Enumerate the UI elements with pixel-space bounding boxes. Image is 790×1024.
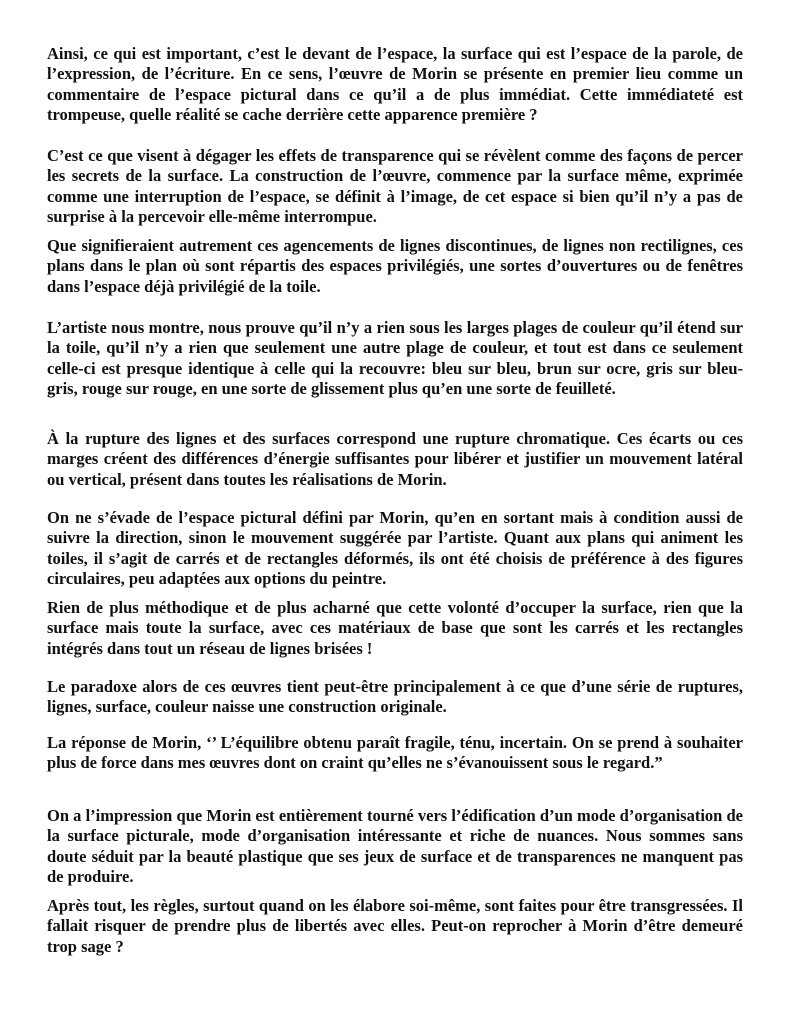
paragraph-5: À la rupture des lignes et des surfaces correspond une rupture chromatique. Ces écarts ou ces marges créent des différences d’énergie suffisantes pour libérer et justifier un mouvement latéral ou vertical, présent dans toutes les réalisations de Morin. — [47, 429, 743, 489]
paragraph-6: On ne s’évade de l’espace pictural défini par Morin, qu’en en sortant mais à condition aussi de suivre la direction, sinon le mouvement suggérée par l’artiste. Quant aux plans qui animent les toiles, il s’agit de carrés et de rectangles déformés, ils ont été choisis de préférence à des figures circulaires, peu adaptées aux options du peintre. — [47, 508, 743, 589]
paragraph-10: On a l’impression que Morin est entièrement tourné vers l’édification d’un mode d’organisation de la surface picturale, mode d’organisation intéressante et riche de nuances. Nous sommes sans doute séduit par la beauté plastique que ses jeux de surface et de transparences ne manquent pas de produire. — [47, 806, 743, 887]
paragraph-8: Le paradoxe alors de ces œuvres tient peut-être principalement à ce que d’une série de ruptures, lignes, surface, couleur naisse une construction originale. — [47, 677, 743, 717]
paragraph-9: La réponse de Morin, ‘’ L’équilibre obtenu paraît fragile, ténu, incertain. On se prend à souhaiter plus de force dans mes œuvres dont on craint qu’elles ne s’évanouissent sous le regard.” — [47, 733, 743, 773]
paragraph-2: C’est ce que visent à dégager les effets de transparence qui se révèlent comme des façons de percer les secrets de la surface. La construction de l’œuvre, commence par la surface même, exprimée comme une interruption de l’espace, se définit à l’image, de cet espace si bien qu’il n’y a pas de surprise à la percevoir elle-même interrompue. — [47, 146, 743, 227]
paragraph-7: Rien de plus méthodique et de plus acharné que cette volonté d’occuper la surface, rien que la surface mais toute la surface, avec ces matériaux de base que sont les carrés et les rectangles intégrés dans tout un réseau de lignes brisées ! — [47, 598, 743, 658]
paragraph-3: Que signifieraient autrement ces agencements de lignes discontinues, de lignes non rectilignes, ces plans dans le plan où sont répartis des espaces privilégiés, une sortes d’ouvertures ou de fenêtres dans l’espace déjà privilégié de la toile. — [47, 236, 743, 296]
paragraph-4: L’artiste nous montre, nous prouve qu’il n’y a rien sous les larges plages de couleur qu’il étend sur la toile, qu’il n’y a rien que seulement une autre plage de couleur, et tout est dans ce seulement celle-ci est presque identique à celle qui la recouvre: bleu sur bleu, brun sur ocre, gris sur bleu-gris, rouge sur rouge, en une sorte de glissement plus qu’en une sorte de feuilleté. — [47, 318, 743, 399]
paragraph-11: Après tout, les règles, surtout quand on les élabore soi-même, sont faites pour être transgressées. Il fallait risquer de prendre plus de libertés avec elles. Peut-on reprocher à Morin d’être demeuré trop sage ? — [47, 896, 743, 956]
paragraph-1: Ainsi, ce qui est important, c’est le devant de l’espace, la surface qui est l’espace de la parole, de l’expression, de l’écriture. En ce sens, l’œuvre de Morin se présente en premier lieu comme un commentaire de l’espace pictural dans ce qu’il a de plus immédiat. Cette immédiateté est trompeuse, quelle réalité se cache derrière cette apparence première ? — [47, 44, 743, 125]
